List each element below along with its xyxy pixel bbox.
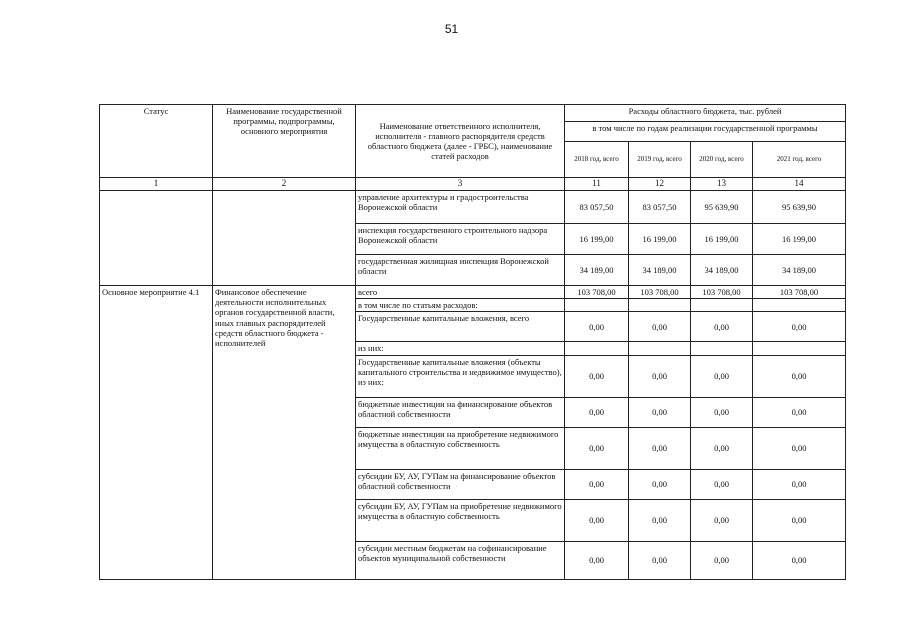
header-executor-name: Наименование ответственного исполнителя, исполнителя - главного распорядителя средств областного бюджета (далее - ГРБС), наименование статей расходов — [356, 105, 565, 178]
value-2020: 0,00 — [691, 397, 753, 427]
value-2020: 95 639,90 — [691, 191, 753, 224]
value-2019 — [629, 299, 691, 312]
value-2020 — [691, 342, 753, 355]
row-name: государственная жилищная инспекция Воронежской области — [356, 255, 565, 286]
budget-table — [99, 104, 846, 580]
page-number: 51 — [444, 22, 459, 36]
value-2018: 34 189,00 — [565, 255, 629, 286]
value-2018: 0,00 — [565, 469, 629, 499]
column-number: 1 — [100, 178, 213, 191]
value-2021: 16 199,00 — [753, 224, 846, 255]
value-2018: 0,00 — [565, 397, 629, 427]
value-2020: 0,00 — [691, 469, 753, 499]
value-2018: 16 199,00 — [565, 224, 629, 255]
value-2018: 0,00 — [565, 541, 629, 579]
value-2020: 0,00 — [691, 355, 753, 397]
value-2019: 16 199,00 — [629, 224, 691, 255]
value-2020: 103 708,00 — [691, 286, 753, 299]
value-2018 — [565, 342, 629, 355]
value-2019: 103 708,00 — [629, 286, 691, 299]
value-2021 — [753, 299, 846, 312]
row-name: субсидии БУ, АУ, ГУПам на приобретение недвижимого имущества в областную собственность — [356, 499, 565, 541]
value-2020: 0,00 — [691, 499, 753, 541]
value-2020 — [691, 299, 753, 312]
value-2019: 0,00 — [629, 397, 691, 427]
value-2018: 103 708,00 — [565, 286, 629, 299]
column-number: 12 — [629, 178, 691, 191]
value-2018: 0,00 — [565, 312, 629, 342]
row-name: в том числе по статьям расходов: — [356, 299, 565, 312]
value-2021: 0,00 — [753, 312, 846, 342]
empty-status-cell — [100, 191, 213, 286]
column-number: 13 — [691, 178, 753, 191]
row-name: Государственные капитальные вложения, всего — [356, 312, 565, 342]
column-number: 14 — [753, 178, 846, 191]
row-name: субсидии местным бюджетам на софинансирование объектов муниципальной собственности — [356, 541, 565, 579]
row-name: бюджетные инвестиции на приобретение недвижимого имущества в областную собственность — [356, 427, 565, 469]
value-2019: 0,00 — [629, 541, 691, 579]
table-row — [100, 286, 846, 299]
value-2021: 34 189,00 — [753, 255, 846, 286]
value-2019 — [629, 342, 691, 355]
header-year-2019: 2019 год, всего — [629, 142, 691, 178]
header-year-2020: 2020 год, всего — [691, 142, 753, 178]
value-2021: 103 708,00 — [753, 286, 846, 299]
column-number: 3 — [356, 178, 565, 191]
value-2019: 83 057,50 — [629, 191, 691, 224]
value-2021: 95 639,90 — [753, 191, 846, 224]
value-2019: 0,00 — [629, 355, 691, 397]
value-2018: 0,00 — [565, 355, 629, 397]
value-2021 — [753, 342, 846, 355]
value-2020: 0,00 — [691, 427, 753, 469]
row-name: всего — [356, 286, 565, 299]
empty-program-cell — [213, 191, 356, 286]
column-number: 11 — [565, 178, 629, 191]
value-2019: 34 189,00 — [629, 255, 691, 286]
value-2021: 0,00 — [753, 499, 846, 541]
value-2021: 0,00 — [753, 397, 846, 427]
value-2018: 0,00 — [565, 499, 629, 541]
header-status: Статус — [100, 105, 213, 178]
value-2020: 0,00 — [691, 541, 753, 579]
value-2018: 83 057,50 — [565, 191, 629, 224]
measure-status: Основное мероприятие 4.1 — [100, 286, 213, 580]
value-2021: 0,00 — [753, 427, 846, 469]
value-2018 — [565, 299, 629, 312]
value-2019: 0,00 — [629, 312, 691, 342]
value-2019: 0,00 — [629, 427, 691, 469]
value-2020: 34 189,00 — [691, 255, 753, 286]
header-by-years: в том числе по годам реализации государственной программы — [565, 122, 846, 142]
row-name: бюджетные инвестиции на финансирование объектов областной собственности — [356, 397, 565, 427]
header-program-name: Наименование государственной программы, подпрограммы, основного мероприятия — [213, 105, 356, 178]
value-2020: 0,00 — [691, 312, 753, 342]
value-2021: 0,00 — [753, 541, 846, 579]
row-name: из них: — [356, 342, 565, 355]
value-2019: 0,00 — [629, 469, 691, 499]
value-2020: 16 199,00 — [691, 224, 753, 255]
row-name: инспекция государственного строительного надзора Воронежской области — [356, 224, 565, 255]
header-year-2021: 2021 год, всего — [753, 142, 846, 178]
value-2021: 0,00 — [753, 469, 846, 499]
header-year-2018: 2018 год, всего — [565, 142, 629, 178]
table-row — [100, 191, 846, 224]
column-number: 2 — [213, 178, 356, 191]
measure-name: Финансовое обеспечение деятельности исполнительных органов государственной власти, иных главных распорядителей средств областного бюджета - исполнителей — [213, 286, 356, 580]
value-2018: 0,00 — [565, 427, 629, 469]
value-2019: 0,00 — [629, 499, 691, 541]
header-expenses-title: Расходы областного бюджета, тыс. рублей — [565, 105, 846, 122]
row-name: управление архитектуры и градостроительства Воронежской области — [356, 191, 565, 224]
value-2021: 0,00 — [753, 355, 846, 397]
row-name: субсидии БУ, АУ, ГУПам на финансирование объектов областной собственности — [356, 469, 565, 499]
row-name: Государственные капитальные вложения (объекты капитального строительства и недвижимое имущество), из них: — [356, 355, 565, 397]
